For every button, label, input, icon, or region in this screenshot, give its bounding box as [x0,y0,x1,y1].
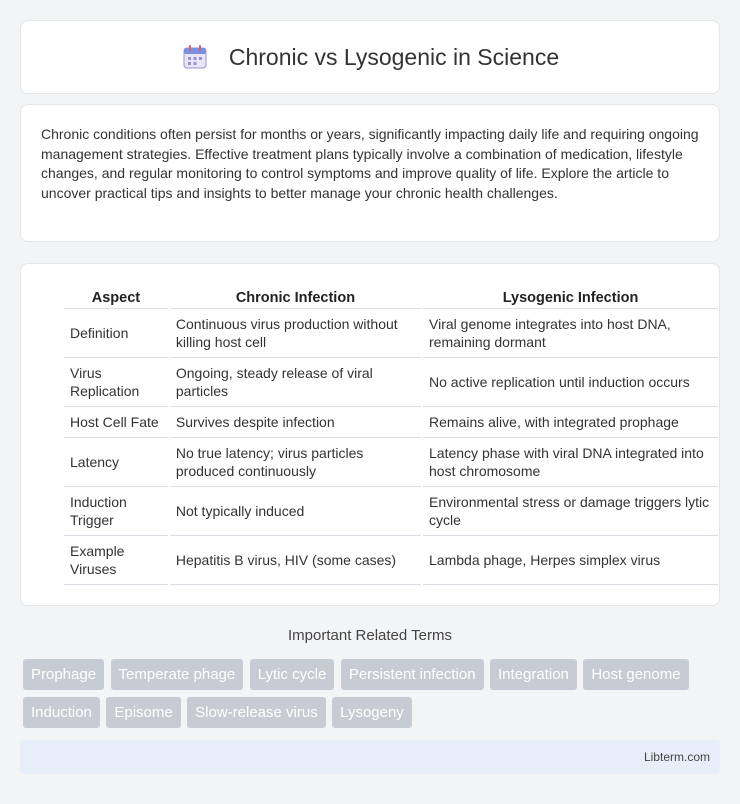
page-title: Chronic vs Lysogenic in Science [228,43,560,70]
row-lysogenic: Lambda phage, Herpes simplex virus [423,536,718,585]
row-lysogenic: No active replication until induction occurs [423,358,718,407]
row-lysogenic: Viral genome integrates into host DNA, remaining dormant [423,309,718,358]
header-chronic: Chronic Infection [170,284,421,309]
related-tags [23,659,723,735]
row-aspect: Host Cell Fate [64,407,168,438]
header-lysogenic: Lysogenic Infection [423,284,718,309]
comparison-card [20,263,720,606]
comparison-table [62,284,720,585]
footer [20,740,720,774]
header-aspect: Aspect [64,284,168,309]
row-aspect: Example Viruses [64,536,168,585]
row-lysogenic: Remains alive, with integrated prophage [423,407,718,438]
row-chronic: No true latency; virus particles produced continuously [170,438,421,487]
table-row [64,309,718,358]
tag-lytic-cycle[interactable]: Lytic cycle [250,659,335,690]
related-terms-title: Important Related Terms [288,627,452,644]
title-card [20,20,720,94]
tag-persistent-infection[interactable]: Persistent infection [341,659,484,690]
table-row [64,487,718,536]
row-lysogenic: Environmental stress or damage triggers lytic cycle [423,487,718,536]
tag-temperate-phage[interactable]: Temperate phage [111,659,244,690]
tag-prophage[interactable]: Prophage [23,659,104,690]
intro-card [20,104,720,242]
calendar-icon [181,43,209,71]
table-row [64,536,718,585]
intro-text: Chronic conditions often persist for months or years, significantly impacting daily life and requiring ongoing management strategies. Effective treatment plans typically involve a combination of medication, lifestyle changes, and regular monitoring to control symptoms and improve quality of life. Explore the article to uncover practical tips and insights to better manage your chronic health challenges. [41,126,699,201]
row-chronic: Survives despite infection [170,407,421,438]
table-row [64,358,718,407]
table-row [64,407,718,438]
row-lysogenic: Latency phase with viral DNA integrated into host chromosome [423,438,718,487]
tag-host-genome[interactable]: Host genome [583,659,688,690]
row-chronic: Hepatitis B virus, HIV (some cases) [170,536,421,585]
row-aspect: Definition [64,309,168,358]
row-aspect: Induction Trigger [64,487,168,536]
row-aspect: Latency [64,438,168,487]
row-chronic: Not typically induced [170,487,421,536]
row-aspect: Virus Replication [64,358,168,407]
tag-lysogeny[interactable]: Lysogeny [332,697,412,728]
tag-episome[interactable]: Episome [106,697,180,728]
row-chronic: Continuous virus production without killing host cell [170,309,421,358]
table-header-row [64,284,718,309]
row-chronic: Ongoing, steady release of viral particles [170,358,421,407]
tag-integration[interactable]: Integration [490,659,577,690]
tag-induction[interactable]: Induction [23,697,100,728]
table-row [64,438,718,487]
footer-brand-link[interactable]: Libterm.com [643,750,710,764]
tag-slow-release-virus[interactable]: Slow-release virus [187,697,326,728]
